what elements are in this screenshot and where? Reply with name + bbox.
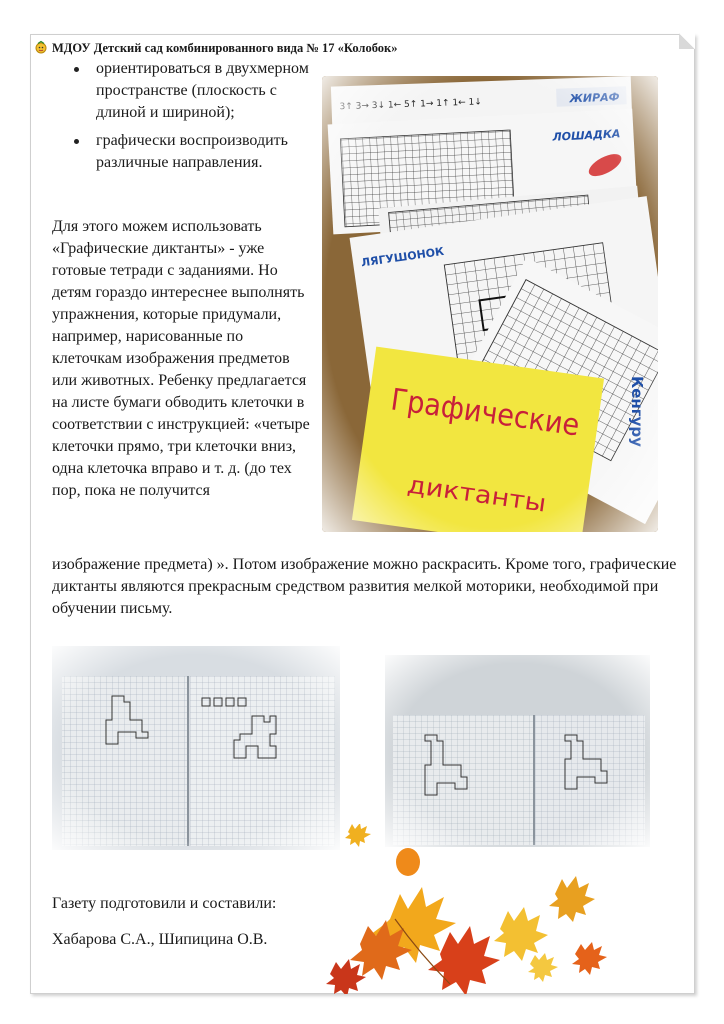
autumn-leaves-decoration: [300, 824, 620, 994]
credits-heading: Газету подготовили и составили:: [52, 895, 277, 912]
credits-authors: Хабарова С.А., Шипицина О.В.: [52, 931, 268, 948]
maple-leaf-icon: [326, 824, 607, 994]
bullet-icon: [74, 139, 79, 144]
list-item: ориентироваться в двухмерном пространстве (плоскость с длиной и шириной);: [74, 58, 314, 124]
body-paragraph-full: изображение предмета) ». Потом изображение можно раскрасить. Кроме того, графические диктанты являются прекрасным средством развития мелкой моторики, необходимой при обучении письму.: [52, 556, 677, 617]
photo-notebook-left: [52, 646, 340, 850]
skills-list: [74, 58, 314, 180]
body-paragraph-left: Для этого можем использовать «Графические диктанты» - уже готовые тетради с заданиями. Но детям гораздо интереснее выполнять упражнения, которые придумали, например, нарисованные по клеточкам изображения предметов или животных. Ребенку предлагается на листе бумаги обводить клеточки в соответствии с инструкцией: «четыре клеточки прямо, три клеточки вниз, одна клеточка вправо и т. д. (до тех пор, пока не получится: [52, 218, 310, 499]
kolobok-logo-icon: [34, 40, 48, 54]
bullet-icon: [74, 67, 79, 72]
page-header: МДОУ Детский сад комбинированного вида № 17 «Колобок»: [52, 41, 398, 55]
photo-dictation-cards: [322, 76, 658, 532]
photo-notebook-right: [385, 655, 650, 847]
list-item: графически воспроизводить различные направления.: [74, 130, 314, 174]
page-fold-corner: [679, 33, 695, 49]
